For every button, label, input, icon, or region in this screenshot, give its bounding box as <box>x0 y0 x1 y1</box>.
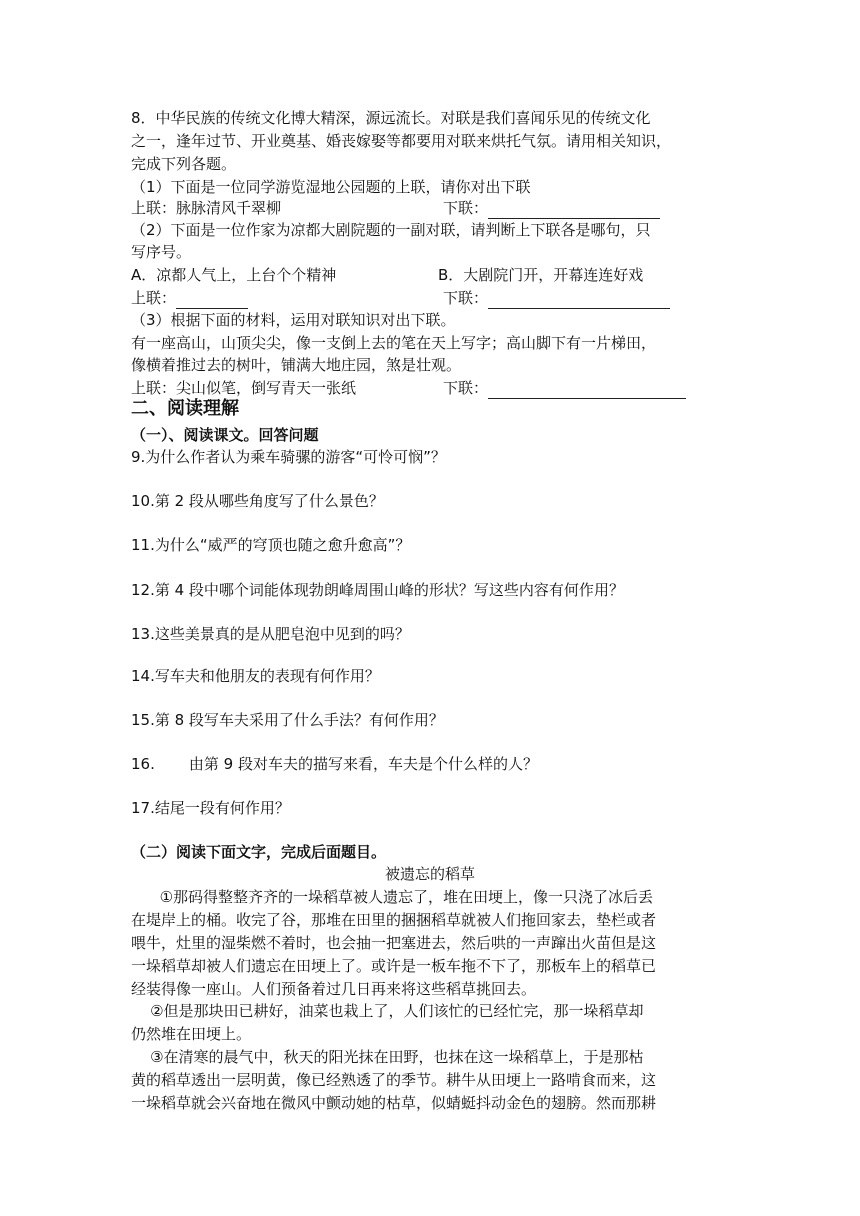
question-16 <box>131 753 538 775</box>
q8-part1-upper: 上联：脉脉清风千翠柳 <box>131 199 282 217</box>
answer-blank[interactable] <box>488 292 670 309</box>
passage-line: ③在清寒的晨气中，秋天的阳光抹在田野，也抹在这一垛稻草上，于是那枯 <box>131 1048 644 1066</box>
q8-part3-upper: 上联：尖山似笔，倒写青天一张纸 <box>131 379 357 397</box>
question-13: 13.这些美景真的是从肥皂泡中见到的吗？ <box>131 625 410 643</box>
q8-part3-material-2: 像横着推过去的树叶，铺满大地庄园，煞是壮观。 <box>131 356 462 374</box>
q8-part2-upper <box>131 287 248 309</box>
answer-blank[interactable] <box>488 382 686 399</box>
question-15: 15.第 8 段写车夫采用了什么手法？有何作用？ <box>131 711 444 729</box>
subsection-heading-1: （一）、阅读课文。回答问题 <box>131 426 319 444</box>
question-16-text: 由第 9 段对车夫的描写来看，车夫是个什么样的人？ <box>188 755 538 773</box>
passage-title: 被遗忘的稻草 <box>384 865 475 883</box>
question-17: 17.结尾一段有何作用？ <box>131 799 290 817</box>
q8-part2-option-a: A．凉都人气上，上台个个精神 <box>131 266 337 284</box>
question-16-number: 16. <box>131 755 155 773</box>
question-9: 9.为什么作者认为乘车骑骡的游客“可怜可悯”？ <box>131 448 446 466</box>
question-12: 12.第 4 段中哪个词能体现勃朗峰周围山峰的形状？写这些内容有何作用？ <box>131 581 624 599</box>
q8-part2-line-1: （2）下面是一位作家为凉都大剧院题的一副对联，请判断上下联各是哪句，只 <box>131 221 651 239</box>
passage-line: 黄的稻草透出一层明黄，像已经熟透了的季节。耕牛从田埂上一路啃食而来，这 <box>131 1071 657 1089</box>
upper-label: 上联： <box>131 289 177 307</box>
answer-blank[interactable] <box>488 202 660 219</box>
section-heading-reading: 二、阅读理解 <box>131 398 239 419</box>
question-11: 11.为什么“威严的穹顶也随之愈升愈高”？ <box>131 536 411 554</box>
q8-part2-lower <box>443 287 670 309</box>
passage-line: 喂牛，灶里的湿柴燃不着时，也会抽一把塞进去，然后哄的一声蹿出火苗但是这 <box>131 934 657 952</box>
passage-line: 一垛稻草却被人们遗忘在田埂上了。或许是一板车拖不下了，那板车上的稻草已 <box>131 957 657 975</box>
passage-line: 仍然堆在田埂上。 <box>131 1025 252 1043</box>
q8-part3-lower <box>443 377 686 399</box>
lower-label: 下联： <box>443 379 489 397</box>
question-10: 10.第 2 段从哪些角度写了什么景色？ <box>131 492 384 510</box>
q8-part3-prompt: （3）根据下面的材料，运用对联知识对出下联。 <box>131 311 456 329</box>
passage-line: 在堤岸上的桶。收完了谷，那堆在田里的捆捆稻草就被人们拖回家去，垫栏或者 <box>131 911 657 929</box>
subsection-heading-2: （二）阅读下面文字，完成后面题目。 <box>131 843 387 861</box>
passage-line: ②但是那块田已耕好，油菜也栽上了，人们该忙的已经忙完，那一垛稻草却 <box>131 1002 644 1020</box>
q8-line-3: 完成下列各题。 <box>131 155 237 173</box>
q8-line-2: 之一，逢年过节、开业奠基、婚丧嫁娶等都要用对联来烘托气氛。请用相关知识， <box>131 132 672 150</box>
q8-part2-option-b: B．大剧院门开，开幕连连好戏 <box>438 266 644 284</box>
question-14: 14.写车夫和他朋友的表现有何作用？ <box>131 667 380 685</box>
passage-line: 一垛稻草就会兴奋地在微风中颤动她的枯草，似蜻蜓抖动金色的翅膀。然而那耕 <box>131 1094 657 1112</box>
answer-blank[interactable] <box>176 292 248 309</box>
passage-line: 经装得像一座山。人们预备着过几日再来将这些稻草挑回去。 <box>131 980 537 998</box>
passage-line: ①那码得整整齐齐的一垛稻草被人遗忘了，堆在田埂上，像一只浇了冰后丢 <box>131 888 654 906</box>
q8-line-1: 8．中华民族的传统文化博大精深，源远流长。对联是我们喜闻乐见的传统文化 <box>131 109 651 127</box>
q8-part3-material-1: 有一座高山，山顶尖尖，像一支倒上去的笔在天上写字；高山脚下有一片梯田， <box>131 334 657 352</box>
lower-label: 下联： <box>443 289 489 307</box>
q8-part2-line-2: 写序号。 <box>131 243 192 261</box>
q8-part1-lower <box>443 197 660 219</box>
lower-label: 下联： <box>443 199 489 217</box>
q8-part1-prompt: （1）下面是一位同学游览湿地公园题的上联，请你对出下联 <box>131 178 531 196</box>
